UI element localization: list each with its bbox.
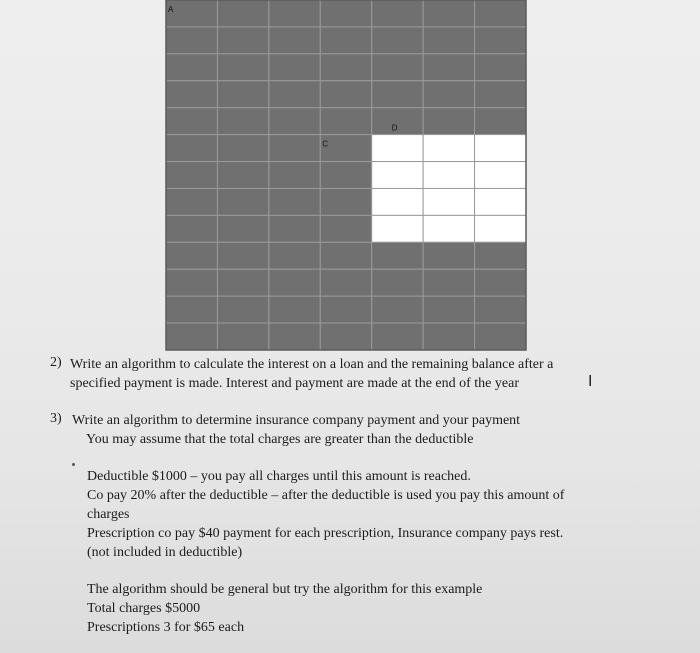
rule-copay: Co pay 20% after the deductible – after the deductible is used you pay this amount of: [87, 488, 565, 503]
grid-cell-gray: [475, 242, 526, 269]
question-2-text: [70, 355, 553, 393]
grid-cell-gray: [269, 242, 320, 269]
grid-cell-gray: [372, 54, 423, 81]
grid-cell-gray: [475, 54, 526, 81]
grid-cell-gray: [320, 188, 371, 215]
grid-label-c: C: [322, 139, 329, 149]
grid-cell-gray: [217, 188, 268, 215]
grid-cell-gray: [166, 188, 217, 215]
grid-cell-gray: [372, 0, 423, 27]
grid-cell-gray: [423, 27, 474, 54]
grid-cell-gray: [320, 215, 371, 242]
grid-cell-gray: [475, 0, 526, 27]
grid-cell-gray: [372, 296, 423, 323]
grid-cell-gray: [475, 269, 526, 296]
rule-copay-cont: charges: [87, 507, 130, 522]
grid-cell-gray: [166, 27, 217, 54]
grid-cell-gray: [423, 54, 474, 81]
question-3-line-2: You may assume that the total charges are greater than the deductible: [86, 432, 474, 447]
question-2-number: 2): [50, 355, 62, 370]
grid-cell-gray: [166, 0, 217, 27]
grid-cell-gray: [166, 242, 217, 269]
rule-prescription-cont: (not included in deductible): [87, 545, 243, 560]
question-3-text: [72, 411, 520, 449]
grid-cell-white: [475, 188, 526, 215]
grid-cell-gray: [269, 296, 320, 323]
grid-cell-gray: [320, 269, 371, 296]
grid-cell-gray: [166, 135, 217, 162]
grid-cell-gray: [269, 54, 320, 81]
grid-cell-gray: [166, 162, 217, 189]
grid-cell-gray: [217, 296, 268, 323]
example-total-charges: Total charges $5000: [87, 601, 201, 616]
grid-cell-white: [372, 162, 423, 189]
grid-cell-gray: [269, 27, 320, 54]
grid-cell-gray: [320, 0, 371, 27]
grid-cell-gray: [217, 27, 268, 54]
question-2-line-2: specified payment is made. Interest and payment are made at the end of the year: [70, 376, 519, 391]
grid-cell-gray: [217, 108, 268, 135]
grid-cell-white: [475, 135, 526, 162]
grid-cell-gray: [166, 81, 217, 108]
grid-cell-gray: [423, 323, 474, 350]
grid-cell-gray: [475, 27, 526, 54]
grid-cell-gray: [320, 27, 371, 54]
grid-cell-gray: [217, 215, 268, 242]
grid-cell-gray: [423, 296, 474, 323]
grid-cell-white: [423, 215, 474, 242]
question-3-line-1: Write an algorithm to determine insurance company payment and your payment: [72, 413, 521, 428]
example-intro: The algorithm should be general but try the algorithm for this example: [87, 582, 483, 597]
grid-cell-gray: [217, 135, 268, 162]
grid-cell-gray: [269, 215, 320, 242]
grid-cell-gray: [166, 323, 217, 350]
grid-cell-gray: [320, 108, 371, 135]
grid-label-a: A: [168, 5, 174, 14]
bullet-dot: [72, 463, 75, 466]
grid-cell-white: [372, 188, 423, 215]
grid-cell-gray: [269, 162, 320, 189]
grid-cell-gray: [269, 323, 320, 350]
question-2-line-1: Write an algorithm to calculate the interest on a loan and the remaining balance after a: [70, 357, 554, 372]
insurance-rules: [87, 467, 564, 562]
grid-cell-gray: [166, 296, 217, 323]
question-3-number: 3): [50, 411, 62, 426]
grid-cell-gray: [269, 0, 320, 27]
grid-cell-gray: [320, 296, 371, 323]
grid-cell-gray: [217, 242, 268, 269]
grid-cell-gray: [320, 162, 371, 189]
grid-cell-gray: [217, 54, 268, 81]
grid-cell-gray: [423, 0, 474, 27]
grid-cell-gray: [372, 27, 423, 54]
grid-cell-white: [423, 135, 474, 162]
grid-cell-gray: [372, 269, 423, 296]
grid-cell-gray: [372, 323, 423, 350]
grid-cell-gray: [166, 269, 217, 296]
grid-cell-gray: [217, 162, 268, 189]
grid-cell-white: [423, 162, 474, 189]
grid-cell-gray: [320, 54, 371, 81]
grid-cell-gray: [166, 108, 217, 135]
grid-cell-gray: [320, 242, 371, 269]
grid-cell-gray: [475, 296, 526, 323]
rule-deductible: Deductible $1000 – you pay all charges until this amount is reached.: [87, 469, 471, 484]
rule-prescription: Prescription co pay $40 payment for each prescription, Insurance company pays rest.: [87, 526, 564, 541]
grid-cell-gray: [217, 0, 268, 27]
grid-cell-gray: [217, 269, 268, 296]
grid-cell-gray: [372, 81, 423, 108]
grid-cell-gray: [217, 81, 268, 108]
grid-cell-gray: [372, 242, 423, 269]
grid-cell-gray: [423, 81, 474, 108]
grid-cell-white: [372, 215, 423, 242]
grid-cell-gray: [423, 108, 474, 135]
grid-cell-white: [372, 135, 423, 162]
grid-cell-gray: [423, 242, 474, 269]
example-prescriptions: Prescriptions 3 for $65 each: [87, 620, 245, 635]
grid-cell-gray: [269, 81, 320, 108]
grid-cell-gray: [269, 188, 320, 215]
grid-cell-gray: [217, 323, 268, 350]
grid-cell-gray: [475, 323, 526, 350]
grid-cell-white: [423, 188, 474, 215]
grid-cell-gray: [166, 215, 217, 242]
grid-cell-gray: [475, 81, 526, 108]
grid-cell-gray: [320, 323, 371, 350]
example-block: [87, 580, 482, 637]
grid-cell-white: [475, 215, 526, 242]
grid-cell-gray: [269, 269, 320, 296]
text-cursor-icon: I: [588, 372, 593, 390]
grid-cell-gray: [269, 108, 320, 135]
grid-cell-gray: [475, 108, 526, 135]
grid-cell-white: [475, 162, 526, 189]
grid-cell-gray: [320, 81, 371, 108]
grid-cell-gray: [423, 269, 474, 296]
grid-label-d: D: [391, 123, 398, 133]
grid-cell-gray: [166, 54, 217, 81]
grid-cell-gray: [269, 135, 320, 162]
